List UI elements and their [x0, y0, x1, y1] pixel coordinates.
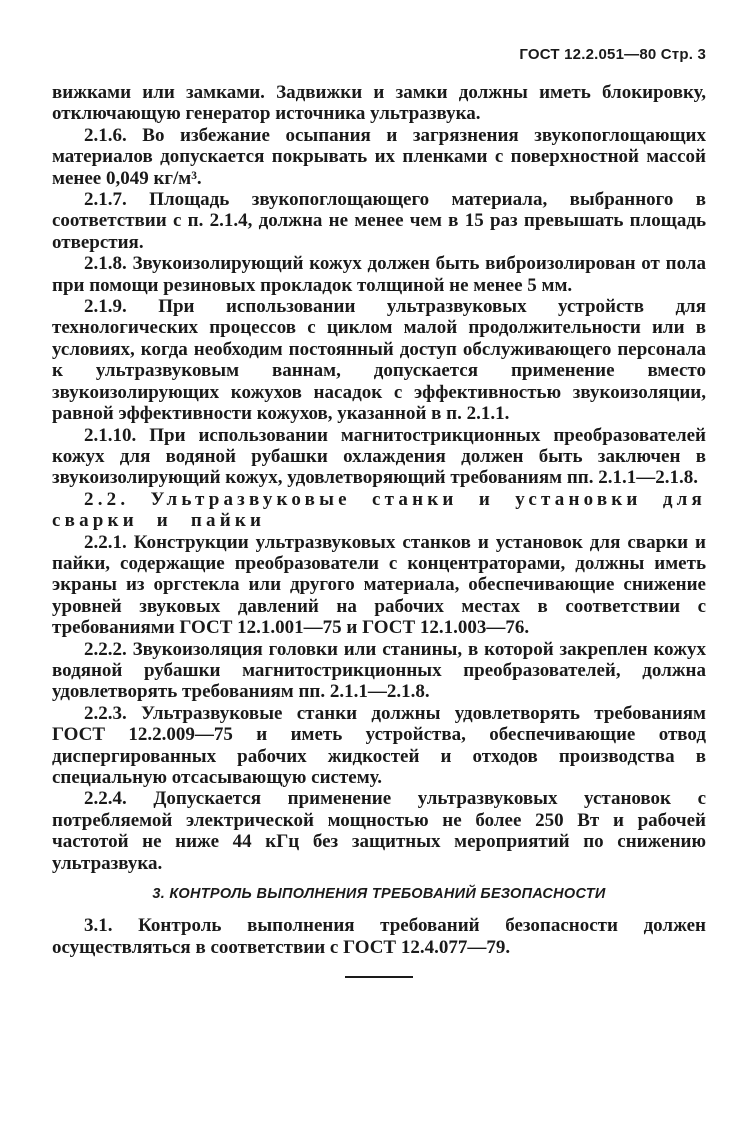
paragraph-2-1-9: 2.1.9. При использовании ультразвуковых устройств для технологических процессов с циклом малой продолжительности или в условиях, когда необходим постоянный доступ обслуживающего персонала к ультразвуковым ваннам, допускается применение вместо звукоизолирующих кожухов насадок с эффективностью звукоизоляции, равной эффективности кожухов, указанной в п. 2.1.1. — [52, 296, 706, 425]
paragraph-2-1-8: 2.1.8. Звукоизолирующий кожух должен быть виброизолирован от пола при помощи резиновых прокладок толщиной не менее 5 мм. — [52, 253, 706, 296]
paragraph-2-2-3: 2.2.3. Ультразвуковые станки должны удовлетворять требованиям ГОСТ 12.2.009—75 и иметь устройства, обеспечивающие отвод диспергированных рабочих жидкостей и отходов производства в специальную отсасывающую систему. — [52, 702, 706, 788]
paragraph-2-2-4: 2.2.4. Допускается применение ультразвуковых установок с потребляемой электрической мощностью не более 250 Вт и рабочей частотой не ниже 44 кГц без защитных мероприятий по снижению ультразвука. — [52, 788, 706, 874]
end-rule — [345, 976, 413, 978]
paragraph-2-2-1: 2.2.1. Конструкции ультразвуковых станков и установок для сварки и пайки, содержащие преобразователи с концентраторами, должны иметь экраны из оргстекла или другого материала, обеспечивающие снижение уровней звуковых давлений на рабочих местах в соответствии с требованиями ГОСТ 12.1.001—75 и ГОСТ 12.1.003—76. — [52, 531, 706, 639]
document-body — [52, 82, 706, 978]
paragraph-2-1-10: 2.1.10. При использовании магнитострикционных преобразователей кожух для водяной рубашки охлаждения должен быть заключен в звукоизолирующий кожух, удовлетворяющий требованиям пп. 2.1.1—2.1.8. — [52, 424, 706, 489]
paragraph-continuation: вижками или замками. Задвижки и замки должны иметь блокировку, отключающую генератор источника ультразвука. — [52, 82, 706, 125]
paragraph-2-2-2: 2.2.2. Звукоизоляция головки или станины, в которой закреплен кожух водяной рубашки магнитострикционных преобразователей, должна удовлетворять требованиям пп. 2.1.1—2.1.8. — [52, 638, 706, 703]
running-header: ГОСТ 12.2.051—80 Стр. 3 — [519, 46, 706, 63]
paragraph-2-1-7: 2.1.7. Площадь звукопоглощающего материала, выбранного в соответствии с п. 2.1.4, должна не менее чем в 15 раз превышать площадь отверстия. — [52, 189, 706, 253]
paragraph-3-1: 3.1. Контроль выполнения требований безопасности должен осуществляться в соответствии с ГОСТ 12.4.077—79. — [52, 915, 706, 958]
subsection-heading-2-2: 2.2. Ультразвуковые станки и установки для сварки и пайки — [52, 488, 706, 532]
section-heading-3: 3. КОНТРОЛЬ ВЫПОЛНЕНИЯ ТРЕБОВАНИЙ БЕЗОПАСНОСТИ — [152, 886, 606, 903]
paragraph-2-1-6: 2.1.6. Во избежание осыпания и загрязнения звукопоглощающих материалов допускается покрывать их пленками с поверхностной массой менее 0,049 кг/м³. — [52, 124, 706, 189]
